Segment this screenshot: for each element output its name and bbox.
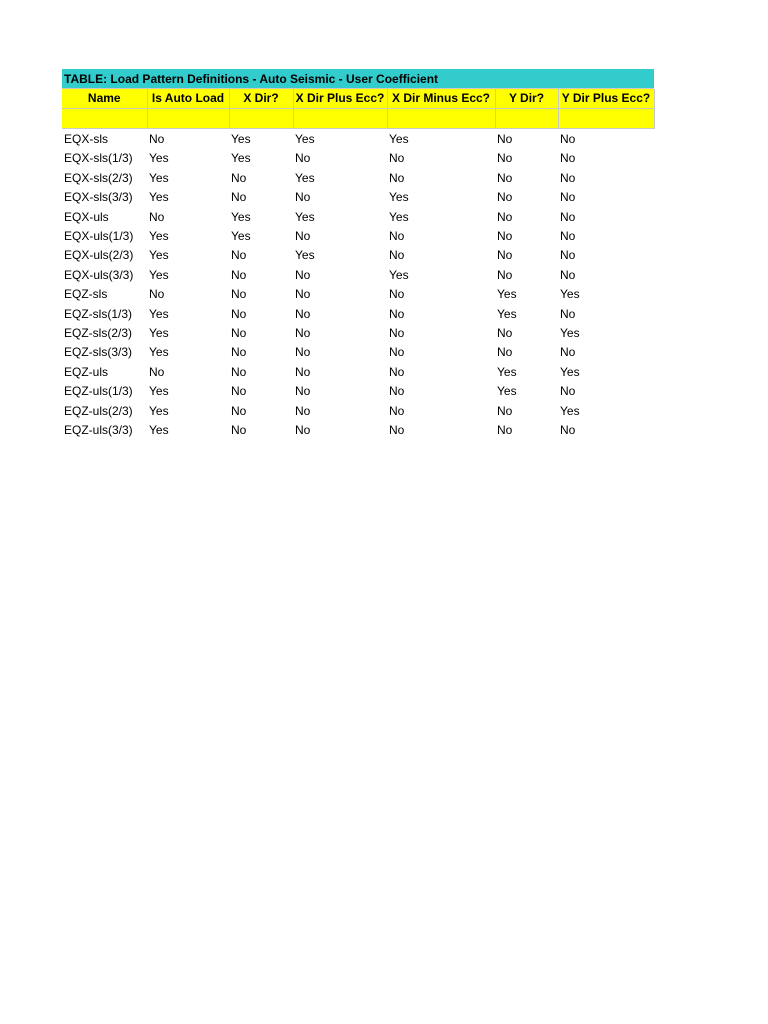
- cell-name: EQX-uls(2/3): [64, 248, 134, 263]
- cell-x-dir-plus-ecc: No: [295, 345, 311, 360]
- table-body: [62, 129, 654, 441]
- cell-x-dir-minus-ecc: No: [389, 170, 405, 185]
- cell-x-dir-plus-ecc: Yes: [295, 209, 315, 224]
- cell-name: EQX-sls: [64, 132, 109, 146]
- cell-x-dir: No: [231, 306, 247, 321]
- table-row: [62, 343, 654, 362]
- cell-name: EQZ-uls(2/3): [64, 403, 133, 418]
- units-cell: [147, 109, 229, 129]
- cell-is-auto-load: Yes: [149, 326, 169, 341]
- cell-is-auto-load: Yes: [149, 423, 169, 438]
- cell-y-dir-plus-ecc: Yes: [560, 364, 580, 379]
- table-row: [62, 129, 654, 150]
- header-x-dir-plus-ecc: X Dir Plus Ecc?: [293, 89, 387, 109]
- cell-x-dir-minus-ecc: No: [389, 248, 405, 263]
- cell-x-dir-minus-ecc: Yes: [389, 190, 409, 205]
- cell-x-dir: No: [231, 364, 247, 379]
- cell-x-dir-minus-ecc: No: [389, 384, 405, 399]
- cell-y-dir-plus-ecc: No: [560, 248, 576, 263]
- header-row: [62, 89, 654, 109]
- table-row: [62, 169, 654, 188]
- cell-y-dir: No: [497, 403, 513, 418]
- cell-is-auto-load: No: [149, 287, 165, 302]
- cell-name: EQX-uls: [64, 209, 109, 224]
- cell-name: EQZ-uls(3/3): [64, 423, 133, 438]
- cell-x-dir-plus-ecc: No: [295, 190, 311, 205]
- table-row: [62, 363, 654, 382]
- cell-y-dir-plus-ecc: No: [560, 229, 576, 244]
- cell-y-dir-plus-ecc: No: [560, 151, 576, 166]
- cell-x-dir: No: [231, 403, 247, 418]
- table-row: [62, 266, 654, 285]
- cell-x-dir: No: [231, 326, 247, 341]
- cell-is-auto-load: Yes: [149, 229, 169, 244]
- units-row: [62, 109, 654, 129]
- cell-is-auto-load: Yes: [149, 384, 169, 399]
- cell-x-dir: Yes: [231, 132, 251, 146]
- cell-y-dir: No: [497, 326, 513, 341]
- cell-is-auto-load: Yes: [149, 306, 169, 321]
- cell-x-dir-plus-ecc: No: [295, 423, 311, 438]
- cell-y-dir: No: [497, 151, 513, 166]
- cell-y-dir-plus-ecc: No: [560, 209, 576, 224]
- load-pattern-table: [62, 89, 655, 441]
- cell-x-dir-plus-ecc: No: [295, 287, 311, 302]
- cell-x-dir-minus-ecc: No: [389, 287, 405, 302]
- cell-is-auto-load: No: [149, 132, 165, 146]
- cell-x-dir: No: [231, 170, 247, 185]
- cell-y-dir: No: [497, 190, 513, 205]
- units-cell: [387, 109, 495, 129]
- cell-y-dir-plus-ecc: Yes: [560, 403, 580, 418]
- cell-y-dir-plus-ecc: Yes: [560, 287, 580, 302]
- header-name: Name: [62, 89, 147, 109]
- cell-x-dir: No: [231, 287, 247, 302]
- cell-y-dir: No: [497, 423, 513, 438]
- cell-x-dir-minus-ecc: No: [389, 423, 405, 438]
- cell-is-auto-load: No: [149, 364, 165, 379]
- table-row: [62, 246, 654, 265]
- table-row: [62, 421, 654, 440]
- cell-name: EQX-sls(2/3): [64, 170, 133, 185]
- cell-name: EQZ-uls: [64, 364, 109, 379]
- cell-x-dir-minus-ecc: No: [389, 306, 405, 321]
- header-x-dir: X Dir?: [229, 89, 293, 109]
- cell-x-dir: Yes: [231, 209, 251, 224]
- cell-x-dir-plus-ecc: Yes: [295, 248, 315, 263]
- cell-x-dir: Yes: [231, 229, 251, 244]
- cell-x-dir-plus-ecc: Yes: [295, 170, 315, 185]
- cell-x-dir: Yes: [231, 151, 251, 166]
- cell-is-auto-load: Yes: [149, 170, 169, 185]
- spreadsheet-table: [62, 69, 654, 441]
- units-cell: [293, 109, 387, 129]
- cell-x-dir-minus-ecc: No: [389, 229, 405, 244]
- cell-x-dir-minus-ecc: Yes: [389, 209, 409, 224]
- table-row: [62, 208, 654, 227]
- cell-x-dir: No: [231, 248, 247, 263]
- cell-x-dir-minus-ecc: No: [389, 403, 405, 418]
- cell-y-dir: No: [497, 132, 513, 146]
- cell-x-dir: No: [231, 190, 247, 205]
- cell-is-auto-load: Yes: [149, 248, 169, 263]
- table-row: [62, 382, 654, 401]
- table-row: [62, 402, 654, 421]
- cell-y-dir-plus-ecc: No: [560, 384, 576, 399]
- cell-is-auto-load: Yes: [149, 151, 169, 166]
- cell-name: EQX-uls(1/3): [64, 229, 134, 244]
- cell-y-dir: No: [497, 248, 513, 263]
- cell-name: EQZ-sls(2/3): [64, 326, 133, 341]
- cell-y-dir-plus-ecc: No: [560, 190, 576, 205]
- cell-y-dir: Yes: [497, 384, 517, 399]
- cell-y-dir-plus-ecc: No: [560, 267, 576, 282]
- cell-y-dir-plus-ecc: No: [560, 132, 576, 146]
- cell-x-dir-plus-ecc: No: [295, 267, 311, 282]
- cell-is-auto-load: Yes: [149, 403, 169, 418]
- cell-x-dir: No: [231, 345, 247, 360]
- cell-y-dir: Yes: [497, 364, 517, 379]
- cell-x-dir-minus-ecc: No: [389, 364, 405, 379]
- cell-is-auto-load: Yes: [149, 267, 169, 282]
- cell-x-dir-minus-ecc: Yes: [389, 267, 409, 282]
- cell-x-dir-plus-ecc: Yes: [295, 132, 315, 146]
- cell-name: EQZ-uls(1/3): [64, 384, 133, 399]
- cell-x-dir-minus-ecc: No: [389, 345, 405, 360]
- cell-y-dir-plus-ecc: Yes: [560, 326, 580, 341]
- cell-x-dir: No: [231, 423, 247, 438]
- header-y-dir: Y Dir?: [495, 89, 558, 109]
- cell-x-dir-plus-ecc: No: [295, 326, 311, 341]
- cell-name: EQX-sls(1/3): [64, 151, 133, 166]
- cell-x-dir-plus-ecc: No: [295, 306, 311, 321]
- table-row: [62, 324, 654, 343]
- cell-name: EQX-sls(3/3): [64, 190, 133, 205]
- cell-y-dir: No: [497, 345, 513, 360]
- units-cell: [62, 109, 147, 129]
- header-is-auto-load: Is Auto Load: [147, 89, 229, 109]
- cell-name: EQZ-sls: [64, 287, 108, 302]
- cell-y-dir-plus-ecc: No: [560, 345, 576, 360]
- cell-x-dir-plus-ecc: No: [295, 403, 311, 418]
- table-row: [62, 285, 654, 304]
- cell-is-auto-load: Yes: [149, 190, 169, 205]
- table-row: [62, 188, 654, 207]
- cell-y-dir: No: [497, 170, 513, 185]
- cell-x-dir-plus-ecc: No: [295, 364, 311, 379]
- cell-y-dir: No: [497, 229, 513, 244]
- cell-y-dir: Yes: [497, 306, 517, 321]
- cell-x-dir-minus-ecc: No: [389, 326, 405, 341]
- cell-x-dir: No: [231, 267, 247, 282]
- table-row: [62, 227, 654, 246]
- cell-x-dir-minus-ecc: No: [389, 151, 405, 166]
- cell-is-auto-load: No: [149, 209, 165, 224]
- header-y-dir-plus-ecc: Y Dir Plus Ecc?: [558, 89, 654, 109]
- cell-x-dir-plus-ecc: No: [295, 384, 311, 399]
- cell-y-dir: No: [497, 267, 513, 282]
- table-row: [62, 149, 654, 168]
- cell-y-dir: Yes: [497, 287, 517, 302]
- units-cell: [229, 109, 293, 129]
- cell-x-dir: No: [231, 384, 247, 399]
- header-x-dir-minus-ecc: X Dir Minus Ecc?: [387, 89, 495, 109]
- cell-y-dir-plus-ecc: No: [560, 170, 576, 185]
- table-title: TABLE: Load Pattern Definitions - Auto Seismic - User Coefficient: [62, 69, 654, 89]
- units-cell: [495, 109, 558, 129]
- cell-y-dir-plus-ecc: No: [560, 423, 576, 438]
- cell-is-auto-load: Yes: [149, 345, 169, 360]
- cell-x-dir-plus-ecc: No: [295, 151, 311, 166]
- units-cell: [558, 109, 654, 129]
- cell-y-dir-plus-ecc: No: [560, 306, 576, 321]
- cell-y-dir: No: [497, 209, 513, 224]
- table-row: [62, 305, 654, 324]
- cell-name: EQX-uls(3/3): [64, 267, 134, 282]
- cell-name: EQZ-sls(3/3): [64, 345, 133, 360]
- cell-x-dir-plus-ecc: No: [295, 229, 311, 244]
- cell-name: EQZ-sls(1/3): [64, 306, 133, 321]
- cell-x-dir-minus-ecc: Yes: [389, 132, 409, 146]
